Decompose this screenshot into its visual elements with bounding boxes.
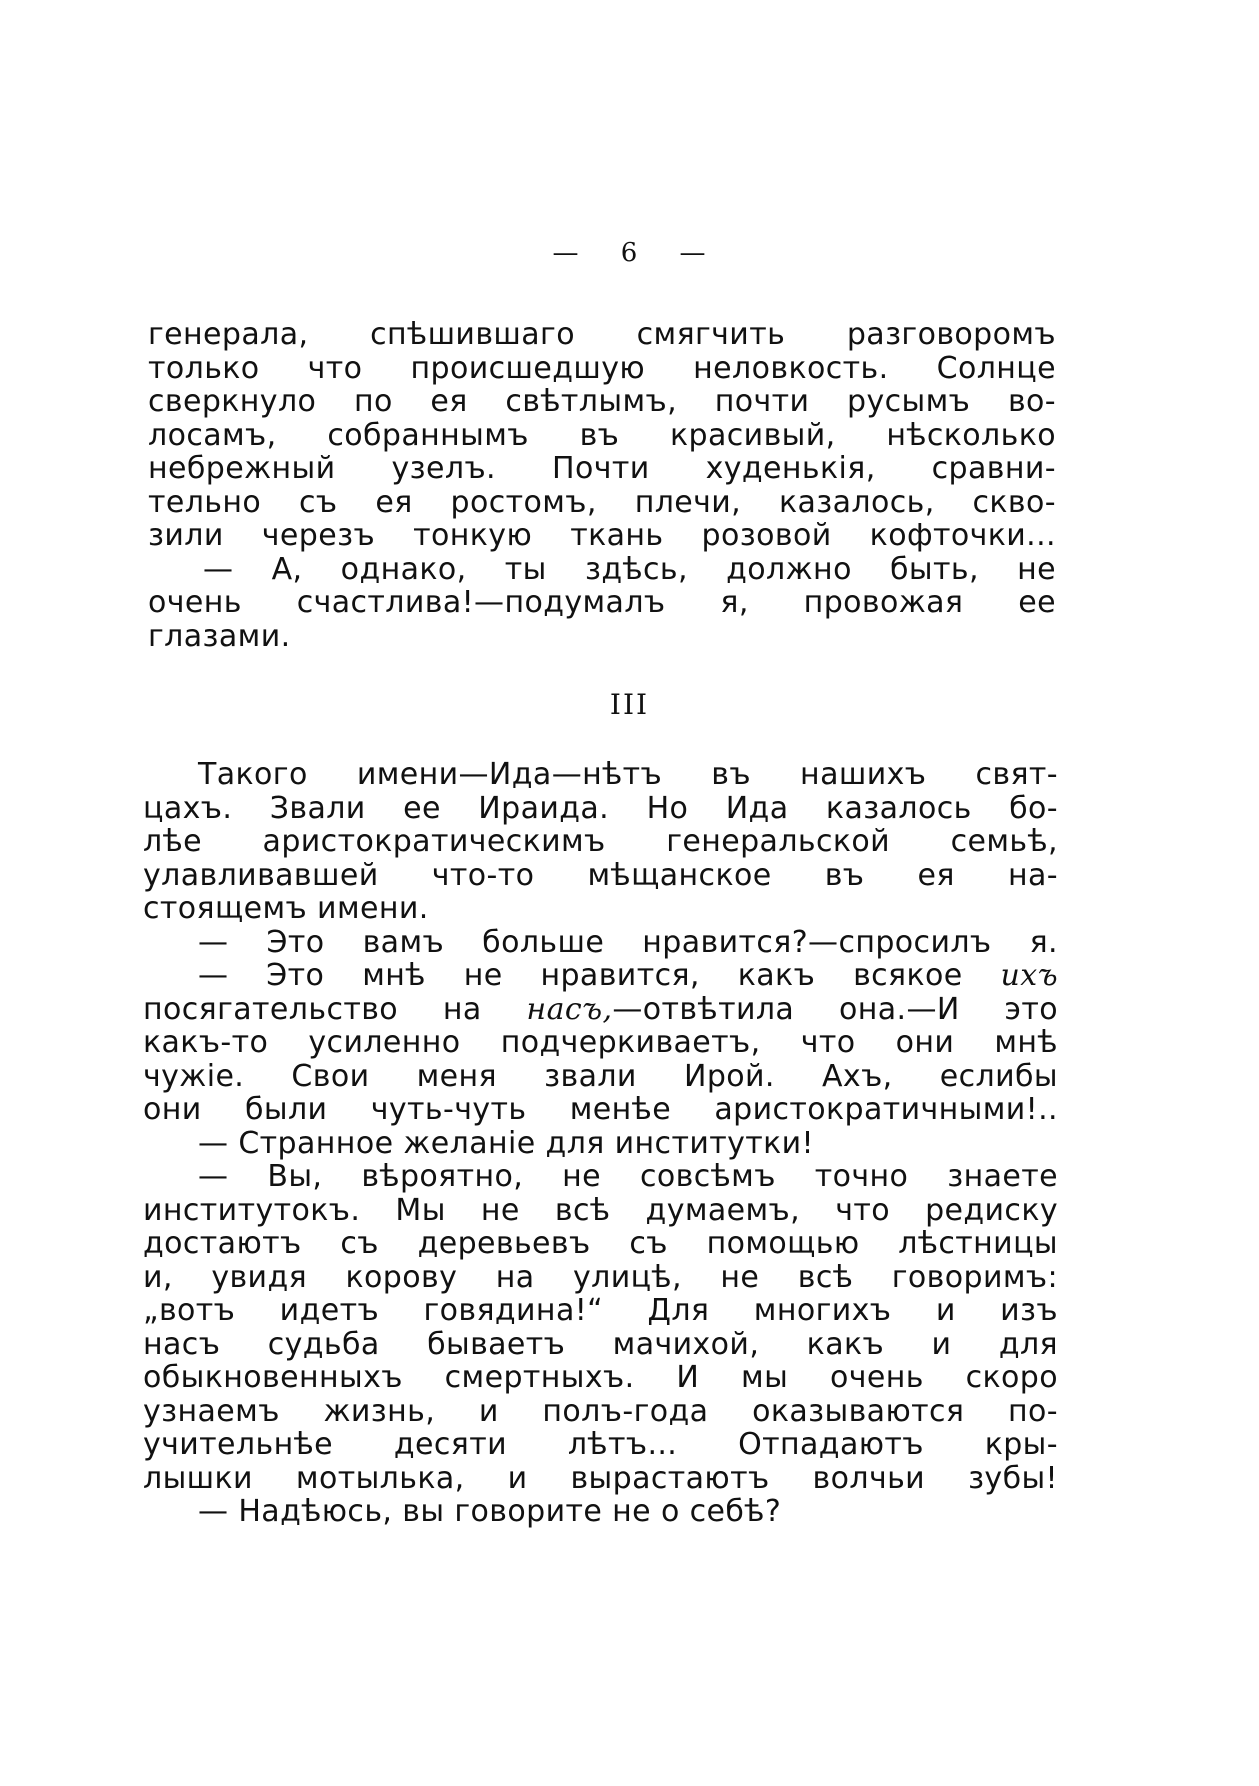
text-run: посягательство на (143, 992, 527, 1026)
italic-run: насъ, (526, 992, 613, 1026)
text-line: цахъ. Звали ее Ираида. Но Ида казалось бо- (143, 791, 1058, 825)
text-line: — Надѣюсь, вы говорите не о себѣ? (198, 1495, 782, 1529)
text-line: обыкновенныхъ смертныхъ. И мы очень скоро (143, 1361, 1058, 1395)
text-run: —отвѣтила она.—И это (612, 992, 1058, 1026)
text-line: лышки мотылька, и вырастаютъ волчьи зубы! (143, 1461, 1058, 1495)
text-line: очень счастлива!—подумалъ я, провожая ее (148, 586, 1056, 620)
text-line: — Это вамъ больше нравится?—спросилъ я. (198, 925, 1058, 959)
dash-right: — (679, 238, 707, 268)
text-line: и, увидя корову на улицѣ, не всѣ говоримъ: (143, 1260, 1058, 1294)
section-body (143, 758, 1058, 1529)
text-line: они были чуть-чуть менѣе аристократичными!.. (143, 1093, 1058, 1127)
text-line: насъ судьба бываетъ мачихой, какъ и для (143, 1327, 1058, 1361)
text-line: „вотъ идетъ говядина!“ Для многихъ и изъ (143, 1294, 1058, 1328)
text-line: только что происшедшую неловкость. Солнце (148, 351, 1056, 385)
italic-run: ихъ (1000, 959, 1058, 993)
text-line: зили черезъ тонкую ткань розовой кофточки... (148, 519, 1056, 553)
text-line: небрежный узелъ. Почти худенькія, сравни- (148, 452, 1056, 486)
text-line: узнаемъ жизнь, и полъ-года оказываются по- (143, 1394, 1058, 1428)
text-line (143, 959, 1058, 993)
text-line: улавливавшей что-то мѣщанское въ ея на- (143, 858, 1058, 892)
text-line: глазами. (148, 619, 291, 653)
paragraph-continued (148, 318, 1056, 653)
page-number: 6 (620, 238, 639, 268)
text-line: учительнѣе десяти лѣтъ... Отпадаютъ кры- (143, 1428, 1058, 1462)
text-line: — А, однако, ты здѣсь, должно быть, не (203, 552, 1056, 586)
text-line (143, 993, 1058, 1027)
text-line: тельно съ ея ростомъ, плечи, казалось, скво- (148, 485, 1056, 519)
text-line: генерала, спѣшившаго смягчить разговоромъ (148, 318, 1056, 352)
text-line: — Вы, вѣроятно, не совсѣмъ точно знаете (198, 1160, 1058, 1194)
text-line: Такого имени—Ида—нѣтъ въ нашихъ свят- (198, 758, 1058, 792)
text-line: чужіе. Свои меня звали Ирой. Ахъ, еслибы (143, 1059, 1058, 1093)
text-line: стоящемъ имени. (143, 892, 429, 926)
text-line: лосамъ, собраннымъ въ красивый, нѣсколько (148, 418, 1056, 452)
text-line: сверкнуло по ея свѣтлымъ, почти русымъ во- (148, 385, 1056, 419)
text-run: — Это мнѣ не нравится, какъ всякое (198, 959, 1001, 993)
text-line: лѣе аристократическимъ генеральской семьѣ, (143, 825, 1058, 859)
text-line: — Странное желаніе для институтки! (198, 1126, 814, 1160)
text-line: институтокъ. Мы не всѣ думаемъ, что редиску (143, 1193, 1058, 1227)
text-line: какъ-то усиленно подчеркиваетъ, что они мнѣ (143, 1026, 1058, 1060)
text-line: достаютъ съ деревьевъ съ помощью лѣстницы (143, 1227, 1058, 1261)
section-heading: III (609, 688, 650, 721)
dash-left: — (552, 238, 580, 268)
running-head (0, 238, 1259, 268)
